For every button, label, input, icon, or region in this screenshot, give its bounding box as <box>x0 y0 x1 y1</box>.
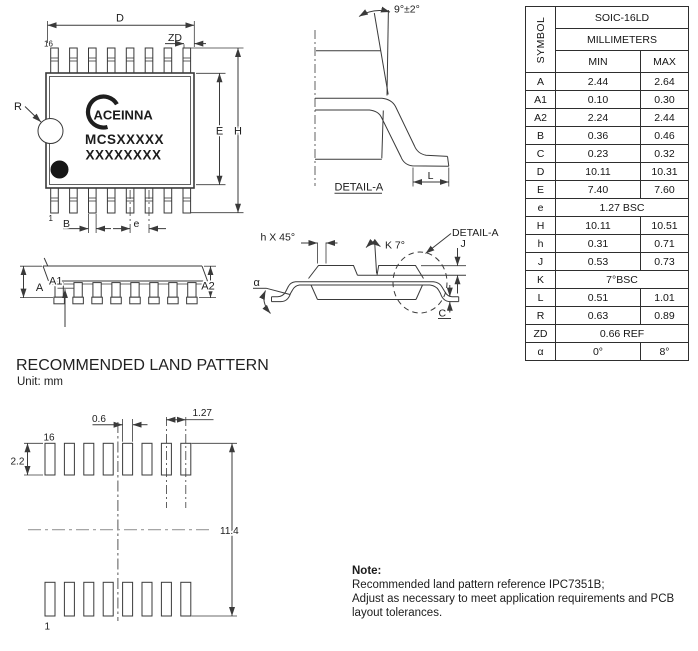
dim-label-k: K 7° <box>385 239 405 252</box>
table-row <box>526 145 689 163</box>
dim-label-pad-width: 0.6 <box>92 413 106 425</box>
dim-label-a2: A2 <box>201 280 215 293</box>
min-header-cell: MIN <box>556 51 641 73</box>
land-pattern-unit: Unit: mm <box>17 376 63 388</box>
table-row <box>526 307 689 325</box>
r-leader-line <box>25 107 41 123</box>
dim-label-e-pitch: e <box>133 217 140 230</box>
span-cell: 7°BSC <box>556 271 689 289</box>
span-cell: 0.66 REF <box>556 325 689 343</box>
symbol-cell: D <box>526 163 556 181</box>
note-line: Recommended land pattern reference IPC7351B; <box>352 579 605 591</box>
table-row <box>526 163 689 181</box>
min-cell: 0.51 <box>556 289 641 307</box>
max-cell: 0.89 <box>641 307 689 325</box>
side-view-leads <box>54 283 197 304</box>
package-name-cell: SOIC-16LD <box>556 7 689 29</box>
dimension-table <box>525 6 689 361</box>
symbol-cell: R <box>526 307 556 325</box>
dim-label-pad-height: 2.2 <box>10 456 25 468</box>
pin1-indicator-dot <box>51 161 69 179</box>
pin1-number: 1 <box>48 214 53 223</box>
symbol-cell: E <box>526 181 556 199</box>
symbol-cell: h <box>526 235 556 253</box>
detail-a-ref-label: DETAIL-A <box>452 227 499 239</box>
dim-label-h: H <box>234 125 242 138</box>
table-header-row <box>526 7 689 29</box>
part-number-line2: XXXXXXXX <box>85 147 162 163</box>
table-row <box>526 271 689 289</box>
symbol-cell: L <box>526 289 556 307</box>
dim-label-span: 11.4 <box>220 525 239 537</box>
table-row <box>526 109 689 127</box>
max-cell: 8° <box>641 343 689 361</box>
dim-label-chamfer: h X 45° <box>260 231 296 244</box>
max-cell: 2.64 <box>641 73 689 91</box>
table-row <box>526 91 689 109</box>
bottom-pins-row <box>51 188 191 213</box>
symbol-cell: A1 <box>526 91 556 109</box>
max-cell: 0.32 <box>641 145 689 163</box>
table-row <box>526 127 689 145</box>
min-cell: 0.63 <box>556 307 641 325</box>
max-cell: 7.60 <box>641 181 689 199</box>
min-cell: 0.53 <box>556 253 641 271</box>
symbol-cell: K <box>526 271 556 289</box>
top-pins-row <box>51 48 191 73</box>
corner-radius-mark <box>38 119 63 144</box>
note-line: Adjust as necessary to meet application requirements and PCB <box>352 593 675 605</box>
dim-label-pitch: 1.27 <box>192 408 212 419</box>
package-side-view <box>20 258 216 327</box>
land-pattern-title: RECOMMENDED LAND PATTERN <box>16 357 269 374</box>
min-cell: 0.31 <box>556 235 641 253</box>
max-cell: 0.30 <box>641 91 689 109</box>
symbol-header-cell: SYMBOL <box>526 7 556 73</box>
lead-angle-label: 9°±2° <box>394 3 420 16</box>
lead-detail-view <box>315 4 449 194</box>
dim-label-j: J <box>460 238 466 250</box>
symbol-cell: C <box>526 145 556 163</box>
package-end-view <box>253 227 498 320</box>
land-pin1-number: 1 <box>44 621 51 633</box>
note-line: layout tolerances. <box>352 607 443 619</box>
table-row <box>526 73 689 91</box>
min-cell: 0.23 <box>556 145 641 163</box>
units-cell: MILLIMETERS <box>556 29 689 51</box>
table-row <box>526 325 689 343</box>
pin16-number: 16 <box>44 39 53 49</box>
max-cell: 0.71 <box>641 235 689 253</box>
dim-label-d: D <box>116 12 124 25</box>
table-row <box>526 235 689 253</box>
symbol-cell: ZD <box>526 325 556 343</box>
table-row <box>526 217 689 235</box>
dim-label-l: L <box>427 170 434 182</box>
max-cell: 2.44 <box>641 109 689 127</box>
min-cell: 0.10 <box>556 91 641 109</box>
dim-label-c: C <box>438 307 447 320</box>
end-view-top-outline <box>309 266 424 279</box>
table-row <box>526 199 689 217</box>
dim-label-zd: ZD <box>168 32 182 44</box>
table-row <box>526 343 689 361</box>
symbol-cell: A2 <box>526 109 556 127</box>
dim-label-a: A <box>35 282 44 294</box>
logo-text: ACEINNA <box>93 107 153 123</box>
symbol-cell: H <box>526 217 556 235</box>
symbol-cell: e <box>526 199 556 217</box>
min-cell: 2.24 <box>556 109 641 127</box>
symbol-cell: J <box>526 253 556 271</box>
max-cell: 10.31 <box>641 163 689 181</box>
min-cell: 2.44 <box>556 73 641 91</box>
symbol-cell: A <box>526 73 556 91</box>
lead-upper-outline <box>315 98 448 156</box>
min-cell: 10.11 <box>556 163 641 181</box>
part-number-line1: MCSXXXXX <box>85 132 165 147</box>
symbol-cell: α <box>526 343 556 361</box>
land-pin16-number: 16 <box>43 432 55 444</box>
span-cell: 1.27 BSC <box>556 199 689 217</box>
max-cell: 0.73 <box>641 253 689 271</box>
dim-label-b: B <box>63 217 71 230</box>
table-row <box>526 289 689 307</box>
dim-label-alpha: α <box>253 277 260 289</box>
min-cell: 0.36 <box>556 127 641 145</box>
min-cell: 10.11 <box>556 217 641 235</box>
dim-label-a1: A1 <box>49 275 63 288</box>
detail-a-title: DETAIL-A <box>334 181 384 194</box>
max-header-cell: MAX <box>641 51 689 73</box>
dim-label-e-body: E <box>215 125 224 138</box>
note-block <box>352 564 696 620</box>
package-top-view <box>14 13 244 234</box>
max-cell: 10.51 <box>641 217 689 235</box>
note-heading: Note: <box>352 565 382 577</box>
min-cell: 7.40 <box>556 181 641 199</box>
symbol-cell: B <box>526 127 556 145</box>
land-pattern <box>11 408 240 633</box>
detail-a-circle <box>393 252 447 313</box>
max-cell: 1.01 <box>641 289 689 307</box>
table-row <box>526 181 689 199</box>
max-cell: 0.46 <box>641 127 689 145</box>
table-row <box>526 253 689 271</box>
min-cell: 0° <box>556 343 641 361</box>
dim-label-r: R <box>14 101 22 113</box>
